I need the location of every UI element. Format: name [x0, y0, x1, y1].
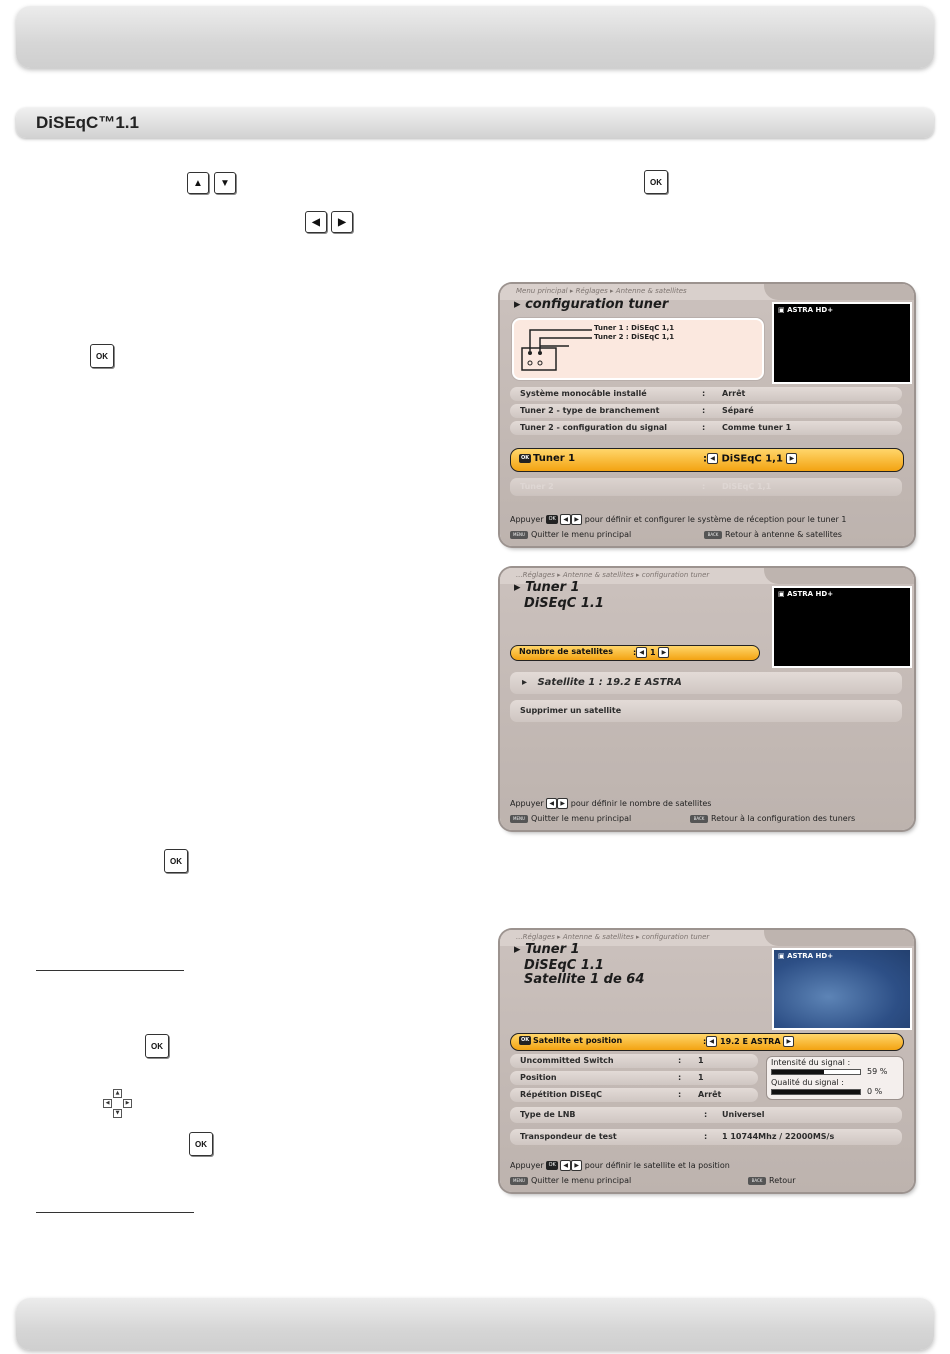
tuner2-signal-config-row[interactable]: Tuner 2 - configuration du signal : Comme tuner 1 — [510, 421, 902, 435]
monocable-setting-row[interactable]: Système monocâble installé : Arrêt — [510, 387, 902, 401]
signal-quality-label: Qualité du signal : — [771, 1078, 844, 1087]
ok-key-icon: OK — [145, 1034, 169, 1058]
section-heading-bar — [16, 108, 934, 138]
underline-divider — [36, 970, 184, 971]
ok-key-icon: OK — [644, 170, 668, 194]
right-arrow-icon[interactable]: ▶ — [658, 647, 669, 658]
ok-key-icon: OK — [164, 849, 188, 873]
left-arrow-icon: ◀ — [560, 1160, 571, 1171]
uncommitted-switch-row[interactable]: Uncommitted Switch : 1 — [510, 1054, 758, 1068]
left-arrow-icon: ◀ — [560, 514, 571, 525]
directional-pad-icon — [103, 1089, 131, 1119]
left-arrow-icon[interactable]: ◀ — [706, 1036, 717, 1047]
left-arrow-icon[interactable]: ◀ — [636, 647, 647, 658]
ok-key-icon: OK — [189, 1132, 213, 1156]
back-key-icon: BACK — [704, 531, 722, 539]
ok-key-icon: OK — [520, 454, 530, 461]
tuner2-diagram-label: Tuner 2 : DiSEqC 1,1 — [594, 333, 675, 341]
position-row[interactable]: Position : 1 — [510, 1071, 758, 1085]
dpad-left-icon: ◀ — [103, 1099, 112, 1108]
ok-key-icon: OK — [546, 515, 558, 524]
right-arrow-icon: ▶ — [557, 798, 568, 809]
breadcrumb: ...Réglages ▸ Antenne & satellites ▸ configuration tuner — [516, 571, 710, 579]
dpad-down-icon: ▼ — [113, 1109, 122, 1118]
ok-key-icon: OK — [546, 1161, 558, 1170]
help-hint: Appuyer OK ◀ ▶ pour définir et configurer le système de réception pour le tuner 1 — [510, 515, 847, 524]
lnb-type-row[interactable]: Type de LNB : Universel — [510, 1107, 902, 1123]
back-hint[interactable]: BACK Retour — [748, 1176, 796, 1185]
header-band — [16, 6, 934, 68]
exit-main-menu-hint[interactable]: MENU Quitter le menu principal — [510, 814, 631, 823]
dpad-up-icon: ▲ — [113, 1089, 122, 1098]
signal-intensity-value: 59 % — [867, 1067, 888, 1076]
screen-subtitle: DiSEqC 1.1 — [524, 596, 604, 611]
right-arrow-icon[interactable]: ▶ — [783, 1036, 794, 1047]
left-arrow-key-icon: ◀ — [305, 211, 327, 233]
satellite-position-screen — [500, 930, 914, 1192]
exit-main-menu-hint[interactable]: MENU Quitter le menu principal — [510, 530, 631, 539]
satellite-count-selector[interactable]: Nombre de satellites : ◀ 1 ▶ — [510, 645, 760, 661]
signal-quality-bar — [771, 1089, 861, 1095]
screen-title: ▸ Tuner 1 — [514, 942, 580, 957]
signal-intensity-bar — [771, 1069, 861, 1075]
tv-preview — [772, 302, 912, 384]
tv-preview — [772, 586, 912, 668]
underline-divider — [36, 1212, 194, 1213]
tuner-wiring-diagram — [512, 318, 764, 380]
ok-key-icon: OK — [90, 344, 114, 368]
screen-subtitle: DiSEqC 1.1 — [524, 958, 604, 973]
menu-key-icon: MENU — [510, 815, 528, 823]
tuner-configuration-screen — [500, 284, 914, 546]
screen-title: ▸ configuration tuner — [514, 297, 669, 312]
menu-key-icon: MENU — [510, 1177, 528, 1185]
diseqc-repeat-row[interactable]: Répétition DiSEqC : Arrêt — [510, 1088, 758, 1102]
channel-logo: ▣ ASTRA HD+ — [778, 306, 834, 314]
satellite-position-selector[interactable]: OK Satellite et position : ◀ 19.2 E ASTRA ▶ — [510, 1033, 904, 1051]
tuner2-disabled-row: Tuner 2 : DiSEqC 1,1 — [510, 478, 902, 496]
help-hint: Appuyer ◀ ▶ pour définir le nombre de satellites — [510, 799, 712, 808]
signal-intensity-label: Intensité du signal : — [771, 1058, 851, 1067]
menu-key-icon: MENU — [510, 531, 528, 539]
dpad-right-icon: ▶ — [123, 1099, 132, 1108]
tuner1-diagram-label: Tuner 1 : DiSEqC 1,1 — [594, 324, 675, 332]
channel-logo: ▣ ASTRA HD+ — [778, 590, 834, 598]
back-hint[interactable]: BACK Retour à la configuration des tuners — [690, 814, 855, 823]
ok-key-icon: OK — [520, 1037, 530, 1043]
back-key-icon: BACK — [748, 1177, 766, 1185]
test-transponder-row[interactable]: Transpondeur de test : 1 10744Mhz / 22000MS/s — [510, 1129, 902, 1145]
channel-logo: ▣ ASTRA HD+ — [778, 952, 834, 960]
right-arrow-icon[interactable]: ▶ — [786, 453, 797, 464]
delete-satellite-button[interactable]: Supprimer un satellite — [510, 700, 902, 722]
left-arrow-icon[interactable]: ◀ — [707, 453, 718, 464]
down-arrow-key-icon: ▼ — [214, 172, 236, 194]
satellite-1-item[interactable]: ▸ Satellite 1 : 19.2 E ASTRA — [510, 672, 902, 694]
up-arrow-key-icon: ▲ — [187, 172, 209, 194]
footer-band — [16, 1298, 934, 1350]
tuner2-connection-type-row[interactable]: Tuner 2 - type de branchement : Séparé — [510, 404, 902, 418]
exit-main-menu-hint[interactable]: MENU Quitter le menu principal — [510, 1176, 631, 1185]
signal-meter-panel — [766, 1056, 904, 1100]
tuner1-selected-row[interactable]: OK Tuner 1 : ◀ DiSEqC 1,1 ▶ — [510, 448, 904, 472]
help-hint: Appuyer OK ◀ ▶ pour définir le satellite et la position — [510, 1161, 730, 1170]
section-title: DiSEqC™1.1 — [36, 113, 139, 132]
screen-title: ▸ Tuner 1 — [514, 580, 580, 595]
left-arrow-icon: ◀ — [546, 798, 557, 809]
tuner1-satellite-count-screen — [500, 568, 914, 830]
weather-map-preview — [772, 948, 912, 1030]
breadcrumb: Menu principal ▸ Réglages ▸ Antenne & satellites — [516, 287, 687, 295]
right-arrow-key-icon: ▶ — [331, 211, 353, 233]
back-key-icon: BACK — [690, 815, 708, 823]
right-arrow-icon: ▶ — [571, 1160, 582, 1171]
screen-subtitle-satellite-index: Satellite 1 de 64 — [524, 972, 645, 987]
signal-quality-value: 0 % — [867, 1087, 883, 1096]
breadcrumb: ...Réglages ▸ Antenne & satellites ▸ configuration tuner — [516, 933, 710, 941]
signal-intensity-fill — [772, 1070, 824, 1074]
back-hint[interactable]: BACK Retour à antenne & satellites — [704, 530, 842, 539]
right-arrow-icon: ▶ — [571, 514, 582, 525]
